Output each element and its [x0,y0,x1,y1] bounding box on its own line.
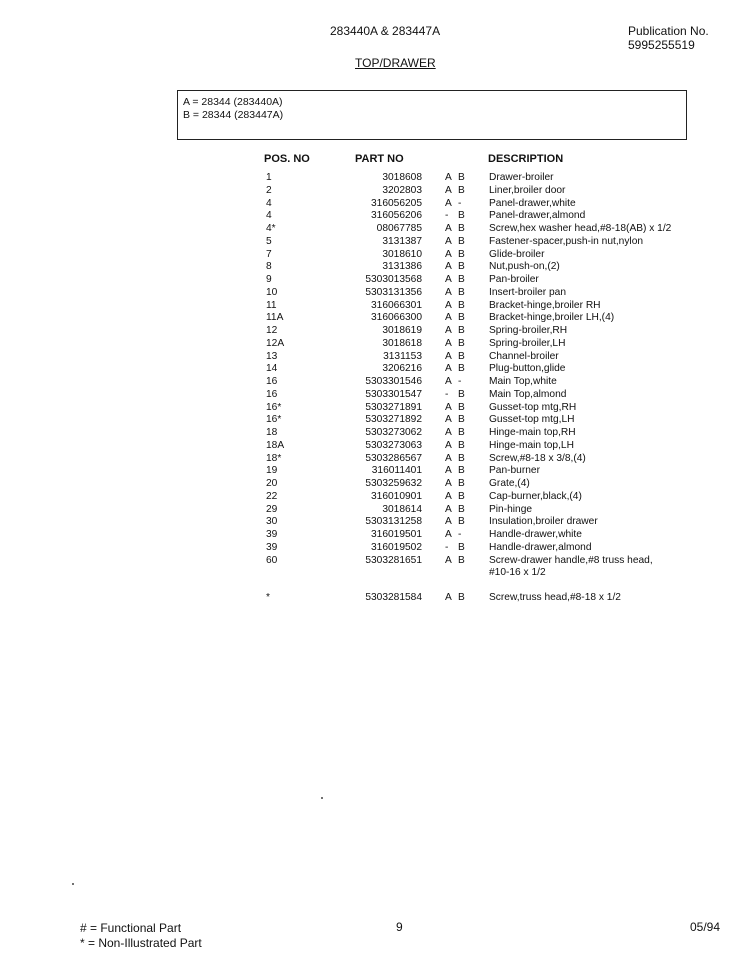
description: Screw-drawer handle,#8 truss head, [489,554,653,566]
part-no: 316019502 [371,541,422,553]
model-b-flag: B [458,516,465,528]
part-no: 316011401 [371,465,422,477]
model-b-flag: B [458,427,465,438]
column-header-pos: POS. NO [264,153,310,165]
model-a-flag: - [445,210,449,222]
description: Main Top,white [489,376,557,387]
model-a-flag: A [445,337,452,349]
description: Pin-hinge [489,503,533,515]
part-no: 3131387 [382,235,422,247]
model-a-flag: A [445,286,452,298]
part-no: 316010901 [371,490,422,502]
page-number: 9 [396,920,403,934]
table-row [0,363,750,376]
part-no: 5303273062 [365,427,422,438]
model-b-flag: B [458,274,465,285]
model-b-flag: B [458,299,465,311]
table-row [0,516,750,529]
pos-no: 18A [266,439,285,451]
model-a-flag: A [445,478,452,489]
table-row [0,172,750,185]
section-title: TOP/DRAWER [355,56,436,70]
pos-no: 16 [266,388,278,400]
table-row [0,478,750,491]
description: Handle-drawer,almond [489,541,592,553]
model-a-flag: A [445,414,452,426]
table-row [0,592,750,605]
table-row [0,389,750,402]
description: Glide-broiler [489,248,545,260]
pos-no: 9 [266,274,272,285]
description: Spring-broiler,RH [489,325,568,336]
table-row [0,402,750,415]
pos-no: 19 [266,465,278,477]
model-b-flag: B [458,325,465,336]
part-no: 316056206 [371,210,422,222]
table-row [0,287,750,300]
model-a-flag: A [445,529,452,540]
part-no: 3018618 [382,337,422,349]
description: Screw,#8-18 x 3/8,(4) [489,452,586,464]
table-row [0,427,750,440]
pos-no: * [266,592,270,603]
description: Panel-drawer,almond [489,210,586,222]
model-b-flag: B [458,452,465,464]
pos-no: 11A [266,312,284,324]
description: Handle-drawer,white [489,529,582,540]
model-a-flag: A [445,261,452,273]
description: Screw,truss head,#8-18 x 1/2 [489,592,621,603]
table-row [0,465,750,478]
model-a-flag: A [445,401,452,413]
pos-no: 5 [266,235,272,247]
part-no: 316066301 [371,299,422,311]
pos-no: 12 [266,325,278,336]
table-row [0,300,750,313]
column-header-description: DESCRIPTION [488,153,564,165]
publication-label: Publication No. [628,24,709,38]
description: Hinge-main top,RH [489,427,576,438]
part-no: 316056205 [371,197,422,209]
part-no: 3018619 [382,325,422,336]
column-header-part: PART NO [355,153,404,165]
model-b-flag: B [458,172,465,183]
model-a-flag: A [445,248,452,260]
table-row [0,261,750,274]
pos-no: 4* [266,223,276,234]
legend-a: A = 28344 (283440A) [183,96,283,108]
model-b-flag: B [458,261,465,273]
model-a-flag: A [445,465,452,477]
pos-no: 1 [266,172,272,183]
scan-speck [321,797,323,799]
model-b-flag: B [458,439,465,451]
part-no: 5303286567 [365,452,422,464]
part-no: 5303281651 [365,554,422,566]
pos-no: 20 [266,478,278,489]
description: Channel-broiler [489,350,559,362]
table-row [0,223,750,236]
part-no: 5303271892 [365,414,422,426]
table-row [0,351,750,364]
model-a-flag: A [445,299,452,311]
part-no: 5303259632 [365,478,422,489]
model-b-flag: B [458,286,465,298]
part-no: 3131386 [382,261,422,273]
description: Grate,(4) [489,478,530,489]
part-no: 08067785 [376,223,422,234]
model-a-flag: A [445,312,452,324]
footnote-functional: # = Functional Part [80,921,182,935]
table-row [0,504,750,517]
pos-no: 10 [266,286,278,298]
model-a-flag: A [445,235,452,247]
table-row [0,236,750,249]
description: Insert-broiler pan [489,286,567,298]
pos-no: 16 [266,376,278,387]
model-b-flag: B [458,312,465,324]
description: Screw,hex washer head,#8-18(AB) x 1/2 [489,223,672,234]
model-b-flag: B [458,490,465,502]
table-row [0,338,750,351]
model-a-flag: A [445,274,452,285]
table-row [0,312,750,325]
model-b-flag: B [458,592,465,603]
model-a-flag: A [445,325,452,336]
model-b-flag: B [458,541,465,553]
model-b-flag: - [458,376,462,387]
model-a-flag: A [445,363,452,375]
model-a-flag: A [445,376,452,387]
model-a-flag: A [445,452,452,464]
part-no: 5303301546 [365,376,422,387]
description: Hinge-main top,LH [489,439,574,451]
model-b-flag: B [458,465,465,477]
description-continuation: #10-16 x 1/2 [489,567,546,579]
parts-table [0,172,750,605]
publication-number: 5995255519 [628,38,695,52]
model-b-flag: B [458,401,465,413]
part-no: 5303301547 [365,388,422,400]
model-b-flag: - [458,197,462,209]
pos-no: 18 [266,427,278,438]
model-b-flag: B [458,388,465,400]
table-row [0,414,750,427]
model-b-flag: B [458,503,465,515]
model-a-flag: A [445,554,452,566]
part-no: 3202803 [382,184,422,196]
pos-no: 18* [266,452,282,464]
part-no: 5303281584 [365,592,422,603]
description: Liner,broiler door [489,184,566,196]
model-a-flag: A [445,490,452,502]
table-row [0,274,750,287]
part-no: 5303273063 [365,439,422,451]
table-row [0,453,750,466]
part-no: 3018608 [382,172,422,183]
table-row [0,376,750,389]
pos-no: 39 [266,529,278,540]
model-a-flag: A [445,439,452,451]
table-row [0,491,750,504]
model-numbers: 283440A & 283447A [330,24,441,38]
model-b-flag: B [458,478,465,489]
table-row [0,198,750,211]
pos-no: 4 [266,197,272,209]
model-a-flag: A [445,172,452,183]
model-a-flag: A [445,197,452,209]
table-row-continuation [0,567,750,580]
description: Spring-broiler,LH [489,337,566,349]
model-a-flag: - [445,388,449,400]
table-row [0,249,750,262]
table-row [0,555,750,568]
model-b-flag: B [458,235,465,247]
part-no: 5303271891 [365,401,422,413]
pos-no: 39 [266,541,278,553]
pos-no: 16* [266,401,282,413]
model-b-flag: B [458,248,465,260]
footnote-non-illustrated: * = Non-Illustrated Part [80,936,202,950]
description: Bracket-hinge,broiler LH,(4) [489,312,615,324]
model-b-flag: B [458,554,465,566]
publication-block [628,24,709,52]
model-legend-box [177,90,687,140]
model-a-flag: A [445,350,452,362]
model-b-flag: B [458,210,465,222]
pos-no: 22 [266,490,278,502]
part-no: 3131153 [383,350,422,362]
model-a-flag: A [445,427,452,438]
description: Main Top,almond [489,388,567,400]
pos-no: 30 [266,516,278,528]
part-no: 3018610 [382,248,422,260]
model-a-flag: A [445,503,452,515]
part-no: 3206216 [382,363,422,375]
part-no: 5303131356 [365,286,422,298]
part-no: 316019501 [371,529,422,540]
description: Plug-button,glide [489,363,566,375]
description: Cap-burner,black,(4) [489,490,582,502]
part-no: 3018614 [382,503,422,515]
description: Drawer-broiler [489,172,554,183]
model-b-flag: B [458,414,465,426]
table-row [0,529,750,542]
table-row [0,185,750,198]
pos-no: 11 [266,299,277,311]
publication-date: 05/94 [690,920,721,934]
description: Gusset-top mtg,LH [489,414,575,426]
part-no: 5303131258 [365,516,422,528]
model-a-flag: A [445,184,452,196]
pos-no: 12A [266,337,285,349]
pos-no: 29 [266,503,278,515]
model-b-flag: - [458,529,462,540]
description: Pan-broiler [489,274,539,285]
pos-no: 8 [266,261,272,273]
legend-b: B = 28344 (283447A) [183,109,284,121]
part-no: 5303013568 [365,274,422,285]
pos-no: 4 [266,210,272,222]
pos-no: 16* [266,414,282,426]
pos-no: 2 [266,184,272,196]
description: Gusset-top mtg,RH [489,401,577,413]
model-a-flag: A [445,223,452,234]
part-no: 316066300 [371,312,422,324]
description: Insulation,broiler drawer [489,516,598,528]
model-a-flag: A [445,516,452,528]
description: Fastener-spacer,push-in nut,nylon [489,235,644,247]
table-row [0,210,750,223]
pos-no: 60 [266,554,278,566]
table-row [0,325,750,338]
pos-no: 14 [266,363,278,375]
description: Bracket-hinge,broiler RH [489,299,601,311]
model-b-flag: B [458,350,465,362]
model-a-flag: - [445,541,449,553]
model-b-flag: B [458,337,465,349]
model-a-flag: A [445,592,452,603]
description: Pan-burner [489,465,540,477]
model-b-flag: B [458,223,465,234]
description: Panel-drawer,white [489,197,576,209]
scan-speck [72,883,74,885]
model-b-flag: B [458,184,465,196]
table-row [0,440,750,453]
model-b-flag: B [458,363,465,375]
table-row [0,542,750,555]
description: Nut,push-on,(2) [489,261,560,273]
pos-no: 7 [266,248,272,260]
pos-no: 13 [266,350,278,362]
